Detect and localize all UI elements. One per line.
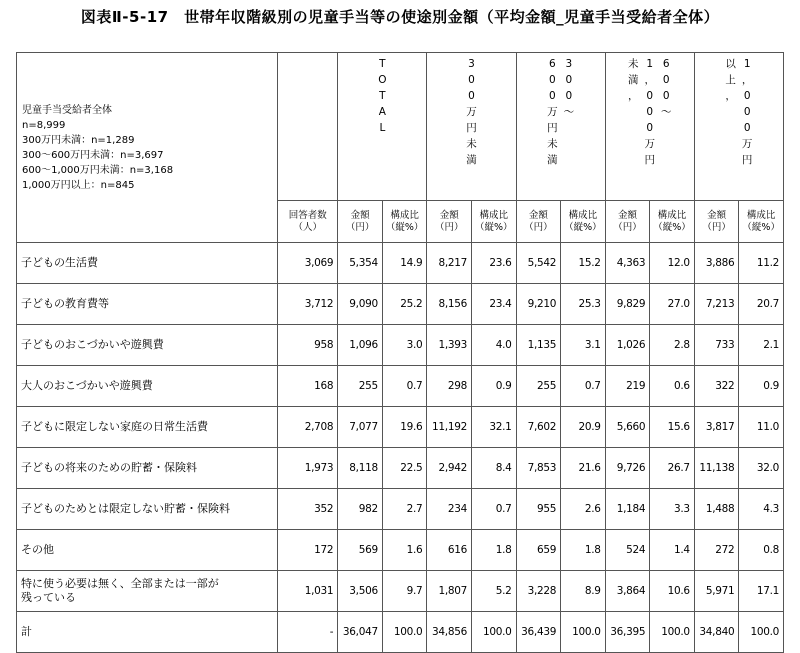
ratio-cell: 9.7: [382, 571, 427, 612]
ratio-cell: 1.4: [650, 530, 695, 571]
ratio-header: [739, 201, 784, 243]
vertical-label-char: A: [378, 106, 386, 118]
table-row: [17, 571, 784, 612]
vertical-label-char: 未: [628, 58, 639, 70]
table-row: [17, 243, 784, 284]
amount-cell: 2,942: [427, 448, 472, 489]
vertical-label-char: T: [379, 90, 386, 102]
amount-cell: 955: [516, 489, 561, 530]
ratio-cell: 11.0: [739, 407, 784, 448]
amount-cell: 7,853: [516, 448, 561, 489]
amount-cell: 3,886: [694, 243, 739, 284]
amount-cell: 659: [516, 530, 561, 571]
amount-cell: 36,047: [338, 612, 383, 653]
row-label-line: 子どもの教育費等: [21, 297, 109, 310]
ratio-header: [650, 201, 695, 243]
row-label: [17, 284, 278, 325]
ratio-cell: 0.7: [561, 366, 606, 407]
amount-cell: 1,393: [427, 325, 472, 366]
data-table: [16, 52, 784, 653]
ratio-cell: 2.1: [739, 325, 784, 366]
subheader-line: 金額: [350, 209, 370, 221]
amount-cell: 4,363: [605, 243, 650, 284]
vertical-label-char: 0: [646, 122, 654, 134]
vertical-label-char: 万: [547, 106, 558, 118]
ratio-cell: 0.6: [650, 366, 695, 407]
ratio-cell: 8.9: [561, 571, 606, 612]
respondents-header: [278, 201, 338, 243]
subheader-line: 金額: [707, 209, 727, 221]
amount-cell: 34,840: [694, 612, 739, 653]
row-label-line: 子どものためとは限定しない貯蓄・保険料: [21, 502, 230, 515]
subheader-line: 構成比: [479, 209, 509, 221]
vertical-label-char: 未: [466, 138, 477, 150]
ratio-cell: 32.1: [472, 407, 517, 448]
vertical-label-char: 0: [468, 90, 475, 102]
vertical-label-char: 0: [662, 74, 670, 86]
ratio-cell: 25.2: [382, 284, 427, 325]
subheader-line: （人）: [293, 221, 322, 233]
amount-cell: 8,217: [427, 243, 472, 284]
respondents-cell: 352: [278, 489, 338, 530]
vertical-label-char: 円: [466, 122, 477, 134]
amount-cell: 11,138: [694, 448, 739, 489]
vertical-label-char: 0: [743, 122, 751, 134]
amount-cell: 11,192: [427, 407, 472, 448]
amount-cell: 8,118: [338, 448, 383, 489]
ratio-cell: 3.0: [382, 325, 427, 366]
subheader-line: （円）: [524, 221, 553, 233]
ratio-cell: 27.0: [650, 284, 695, 325]
amount-cell: 5,354: [338, 243, 383, 284]
vertical-label: [695, 56, 783, 168]
group-header-row: [17, 53, 784, 201]
amount-cell: 298: [427, 366, 472, 407]
ratio-cell: 0.8: [739, 530, 784, 571]
subheader-line: （円）: [345, 221, 375, 233]
subheader-line: （円）: [613, 221, 642, 233]
ratio-cell: 11.2: [739, 243, 784, 284]
table-row: [17, 284, 784, 325]
row-label-line: 子どもの将来のための貯蓄・保険料: [21, 461, 197, 474]
vertical-label-char: 円: [741, 154, 753, 166]
amount-cell: 322: [694, 366, 739, 407]
amount-cell: 7,077: [338, 407, 383, 448]
subheader-line: （縦%）: [385, 221, 424, 233]
table-row: [17, 325, 784, 366]
vertical-label-char: 0: [565, 90, 573, 102]
ratio-cell: 100.0: [472, 612, 517, 653]
ratio-cell: 10.6: [650, 571, 695, 612]
amount-cell: 3,228: [516, 571, 561, 612]
vertical-label-char: T: [379, 58, 386, 70]
subheader-line: （縦%）: [653, 221, 691, 233]
amount-cell: 569: [338, 530, 383, 571]
vertical-label-char: 満: [628, 74, 639, 86]
amount-header: [605, 201, 650, 243]
row-label: [17, 530, 278, 571]
ratio-cell: 3.3: [650, 489, 695, 530]
vertical-label-column: [725, 56, 736, 168]
row-label: [17, 612, 278, 653]
ratio-cell: 14.9: [382, 243, 427, 284]
description-line: n=8,999: [22, 119, 66, 131]
respondents-cell: 1,973: [278, 448, 338, 489]
respondents-cell: 2,708: [278, 407, 338, 448]
vertical-label-char: 万: [466, 106, 477, 118]
amount-cell: 7,602: [516, 407, 561, 448]
vertical-label-char: 満: [547, 154, 558, 166]
subheader-line: （円）: [702, 221, 731, 233]
ratio-cell: 100.0: [382, 612, 427, 653]
vertical-label-char: 1: [646, 58, 654, 70]
amount-cell: 272: [694, 530, 739, 571]
row-label-line: 子どもの生活費: [21, 256, 98, 269]
description-line: 300万円未満：n=1,289: [22, 134, 135, 146]
amount-cell: 616: [427, 530, 472, 571]
ratio-cell: 20.7: [739, 284, 784, 325]
vertical-label-column: [378, 56, 386, 136]
respondents-header-spacer: [278, 53, 338, 201]
subheader-line: 構成比: [746, 209, 776, 221]
ratio-cell: 23.4: [472, 284, 517, 325]
row-label: [17, 571, 278, 612]
row-label-line: その他: [21, 543, 54, 556]
ratio-cell: 15.6: [650, 407, 695, 448]
amount-cell: 3,864: [605, 571, 650, 612]
vertical-label-char: 0: [743, 106, 751, 118]
vertical-label-char: 上: [725, 74, 736, 86]
table-row: [17, 489, 784, 530]
ratio-cell: 2.7: [382, 489, 427, 530]
amount-cell: 1,807: [427, 571, 472, 612]
row-label-line: 子どものおこづかいや遊興費: [21, 338, 164, 351]
amount-cell: 5,660: [605, 407, 650, 448]
subheader-line: （縦%）: [742, 221, 780, 233]
respondents-cell: 1,031: [278, 571, 338, 612]
ratio-cell: 1.6: [382, 530, 427, 571]
amount-cell: 9,210: [516, 284, 561, 325]
amount-cell: 234: [427, 489, 472, 530]
amount-cell: 1,488: [694, 489, 739, 530]
vertical-label-char: 以: [725, 58, 736, 70]
amount-cell: 219: [605, 366, 650, 407]
amount-cell: 1,096: [338, 325, 383, 366]
amount-header: [694, 201, 739, 243]
vertical-label-char: L: [379, 122, 386, 134]
description-line: 600～1,000万円未満：n=3,168: [22, 164, 174, 176]
table-description: [17, 53, 278, 243]
amount-cell: 36,439: [516, 612, 561, 653]
ratio-cell: 20.9: [561, 407, 606, 448]
row-label: [17, 489, 278, 530]
group-header-total: [338, 53, 427, 201]
vertical-label-char: 0: [549, 90, 556, 102]
ratio-cell: 0.7: [382, 366, 427, 407]
vertical-label-char: 6: [549, 58, 556, 70]
respondents-cell: -: [278, 612, 338, 653]
subheader-line: 金額: [439, 209, 459, 221]
subheader-line: 回答者数: [288, 209, 327, 221]
ratio-cell: 0.7: [472, 489, 517, 530]
vertical-label-char: 0: [549, 74, 556, 86]
vertical-label-char: O: [378, 74, 387, 86]
table-row: [17, 448, 784, 489]
ratio-cell: 0.9: [739, 366, 784, 407]
group-header-600-1000: [605, 53, 694, 201]
subheader-line: 金額: [528, 209, 548, 221]
ratio-header: [472, 201, 517, 243]
respondents-cell: 168: [278, 366, 338, 407]
vertical-label-char: 0: [468, 74, 475, 86]
respondents-cell: 3,069: [278, 243, 338, 284]
vertical-label-char: 0: [646, 106, 654, 118]
vertical-label-char: 円: [547, 122, 558, 134]
vertical-label-char: 0: [565, 74, 573, 86]
row-label-line: 大人のおこづかいや遊興費: [21, 379, 153, 392]
vertical-label-column: [661, 56, 672, 168]
ratio-cell: 32.0: [739, 448, 784, 489]
amount-cell: 9,829: [605, 284, 650, 325]
amount-cell: 3,506: [338, 571, 383, 612]
amount-cell: 36,395: [605, 612, 650, 653]
vertical-label-char: 6: [662, 58, 670, 70]
subheader-line: 金額: [617, 209, 637, 221]
row-label: [17, 325, 278, 366]
amount-cell: 3,817: [694, 407, 739, 448]
vertical-label-column: [547, 56, 558, 168]
ratio-cell: 25.3: [561, 284, 606, 325]
table-row: [17, 612, 784, 653]
ratio-cell: 17.1: [739, 571, 784, 612]
vertical-label-column: [742, 56, 753, 168]
ratio-cell: 26.7: [650, 448, 695, 489]
vertical-label-char: 満: [466, 154, 477, 166]
amount-cell: 733: [694, 325, 739, 366]
amount-cell: 9,090: [338, 284, 383, 325]
group-header-under-300: [427, 53, 516, 201]
group-header-over-1000: [694, 53, 783, 201]
vertical-label: [338, 56, 426, 136]
ratio-cell: 5.2: [472, 571, 517, 612]
row-label: [17, 243, 278, 284]
vertical-label-column: [564, 56, 575, 168]
amount-cell: 8,156: [427, 284, 472, 325]
ratio-cell: 15.2: [561, 243, 606, 284]
vertical-label: [427, 56, 515, 168]
vertical-label-char: ，: [725, 90, 736, 102]
amount-cell: 255: [338, 366, 383, 407]
ratio-cell: 4.3: [739, 489, 784, 530]
ratio-cell: 12.0: [650, 243, 695, 284]
amount-header: [338, 201, 383, 243]
vertical-label-char: 未: [547, 138, 558, 150]
ratio-cell: 3.1: [561, 325, 606, 366]
vertical-label-char: ，: [628, 90, 639, 102]
subheader-line: （縦%）: [564, 221, 602, 233]
table-row: [17, 407, 784, 448]
vertical-label-char: 3: [468, 58, 475, 70]
row-label-line: 特に使う必要は無く、全部または一部が: [21, 577, 219, 590]
row-label-line: 子どもに限定しない家庭の日常生活費: [21, 420, 208, 433]
vertical-label-char: ，: [741, 74, 753, 86]
ratio-cell: 8.4: [472, 448, 517, 489]
page-title: 図表Ⅱ-5-17 世帯年収階級別の児童手当等の使途別金額（平均金額_児童手当受給者全体）: [80, 8, 720, 26]
amount-header: [516, 201, 561, 243]
amount-cell: 5,542: [516, 243, 561, 284]
ratio-cell: 4.0: [472, 325, 517, 366]
vertical-label-char: 円: [644, 154, 655, 166]
ratio-cell: 2.6: [561, 489, 606, 530]
ratio-cell: 100.0: [561, 612, 606, 653]
vertical-label-char: ，: [644, 74, 655, 86]
vertical-label-char: 万: [741, 138, 753, 150]
description-line: 1,000万円以上：n=845: [22, 179, 135, 191]
description-line: 300～600万円未満：n=3,697: [22, 149, 164, 161]
amount-cell: 1,026: [605, 325, 650, 366]
respondents-cell: 958: [278, 325, 338, 366]
ratio-header: [561, 201, 606, 243]
vertical-label: [517, 56, 605, 168]
vertical-label-char: ～: [563, 106, 575, 118]
amount-cell: 5,971: [694, 571, 739, 612]
vertical-label-char: ～: [661, 106, 672, 118]
table-row: [17, 530, 784, 571]
vertical-label-column: [466, 56, 477, 168]
amount-cell: 34,856: [427, 612, 472, 653]
ratio-cell: 1.8: [472, 530, 517, 571]
subheader-line: 構成比: [390, 209, 419, 221]
vertical-label-char: 0: [662, 90, 670, 102]
table-row: [17, 366, 784, 407]
ratio-cell: 2.8: [650, 325, 695, 366]
ratio-header: [382, 201, 427, 243]
subheader-line: （縦%）: [475, 221, 513, 233]
row-label: [17, 366, 278, 407]
amount-cell: 7,213: [694, 284, 739, 325]
subheader-line: 構成比: [657, 209, 687, 221]
vertical-label-char: 1: [743, 58, 751, 70]
ratio-cell: 19.6: [382, 407, 427, 448]
ratio-cell: 0.9: [472, 366, 517, 407]
subheader-line: 構成比: [568, 209, 598, 221]
ratio-cell: 21.6: [561, 448, 606, 489]
row-label: [17, 407, 278, 448]
description-line: 児童手当受給者全体: [22, 104, 112, 116]
amount-cell: 255: [516, 366, 561, 407]
row-label-line: 残っている: [21, 591, 76, 604]
respondents-cell: 172: [278, 530, 338, 571]
amount-cell: 1,135: [516, 325, 561, 366]
row-label: [17, 448, 278, 489]
vertical-label-char: 万: [644, 138, 655, 150]
amount-cell: 524: [605, 530, 650, 571]
amount-cell: 1,184: [605, 489, 650, 530]
ratio-cell: 1.8: [561, 530, 606, 571]
amount-cell: 9,726: [605, 448, 650, 489]
amount-header: [427, 201, 472, 243]
ratio-cell: 22.5: [382, 448, 427, 489]
vertical-label-char: 0: [646, 90, 654, 102]
vertical-label-column: [628, 56, 639, 168]
amount-cell: 982: [338, 489, 383, 530]
ratio-cell: 100.0: [739, 612, 784, 653]
ratio-cell: 100.0: [650, 612, 695, 653]
ratio-cell: 23.6: [472, 243, 517, 284]
vertical-label: [606, 56, 694, 168]
subheader-line: （円）: [434, 221, 464, 233]
vertical-label-column: [645, 56, 656, 168]
respondents-cell: 3,712: [278, 284, 338, 325]
row-label-line: 計: [21, 625, 32, 638]
group-header-300-600: [516, 53, 605, 201]
vertical-label-char: 3: [565, 58, 573, 70]
vertical-label-char: 0: [743, 90, 751, 102]
